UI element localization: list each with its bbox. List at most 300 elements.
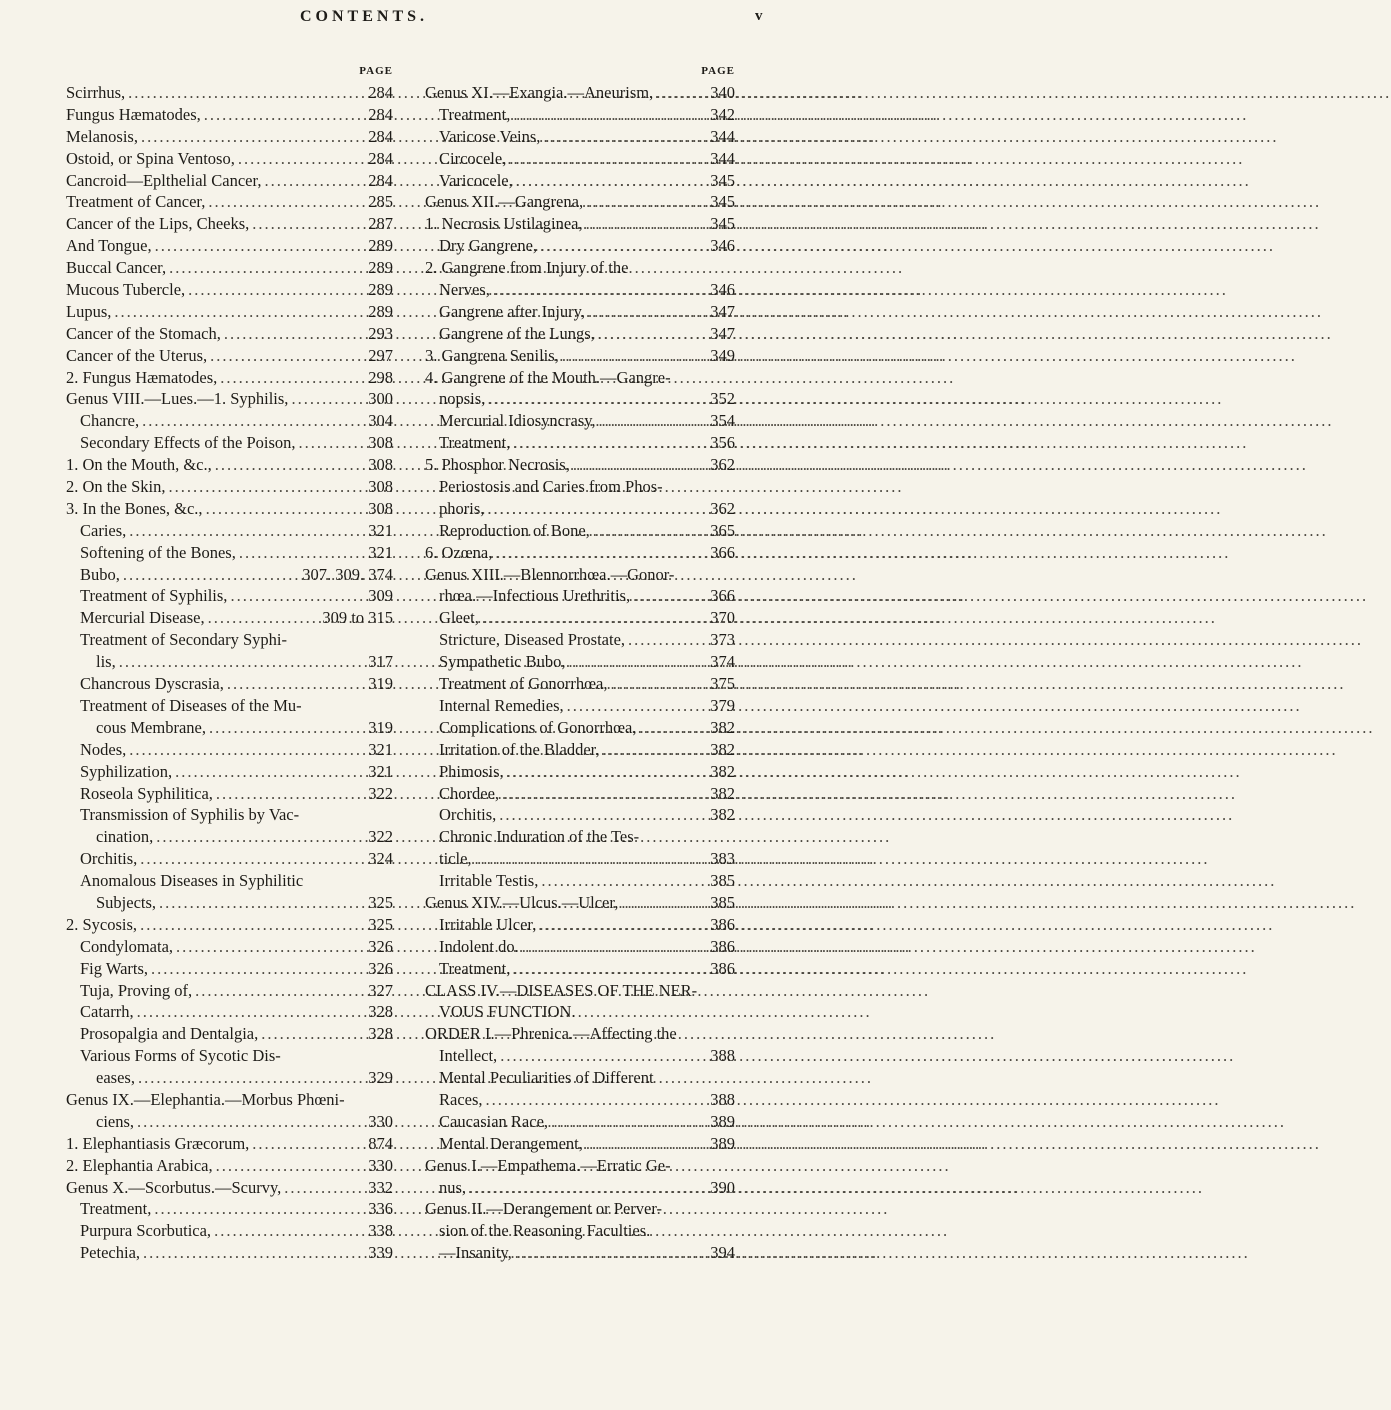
toc-entry-page: 298 [368, 367, 393, 387]
toc-entry [425, 651, 735, 673]
dot-leader [493, 279, 707, 301]
dot-leader [640, 717, 708, 739]
toc-entry-title: Syphilization, [80, 761, 173, 781]
toc-entry-title: Chordee, [439, 783, 500, 803]
dot-leader [588, 301, 707, 323]
dot-leader [137, 1001, 366, 1023]
toc-entry-page: 304 [368, 411, 393, 431]
toc-entry [425, 914, 735, 936]
dot-leader [261, 1023, 365, 1045]
toc-entry [66, 958, 393, 980]
toc-entry-page: 344 [710, 126, 735, 146]
toc-entry-title: Nerves, [439, 280, 490, 300]
toc-entry-page: 327 [368, 980, 393, 1000]
toc-entry [66, 1198, 393, 1220]
toc-entry-page: 326 [368, 958, 393, 978]
toc-entry-page: 365 [710, 520, 735, 540]
toc-entry-title: 1. Elephantiasis Græcorum, [66, 1133, 250, 1153]
dot-leader [239, 542, 365, 564]
dot-leader [252, 213, 365, 235]
toc-entry-title: Phimosis, [439, 761, 504, 781]
toc-entry [425, 323, 735, 345]
toc-entry [425, 388, 735, 410]
dot-leader [603, 739, 708, 761]
toc-entry-title: nopsis, [439, 389, 486, 409]
toc-entry [66, 695, 393, 717]
dot-leader [598, 323, 707, 345]
dot-leader [628, 629, 707, 651]
toc-entry [66, 564, 393, 586]
dot-leader [284, 1177, 365, 1199]
toc-column-left [66, 64, 393, 1264]
toc-entry-title: 2. On the Skin, [66, 477, 166, 497]
dot-leader [216, 783, 365, 805]
toc-entry [66, 673, 393, 695]
toc-entry [66, 761, 393, 783]
toc-entry-title: Genus I.—Empathema.—Erratic Ge- [425, 1155, 671, 1175]
toc-entry-title: cous Membrane, [96, 717, 206, 737]
dot-leader [593, 520, 707, 542]
toc-entry [66, 148, 393, 170]
toc-entry-page: 362 [710, 498, 735, 518]
dot-leader [141, 126, 365, 148]
toc-entry-title: Chronic Induration of the Tes- [439, 827, 640, 847]
dot-leader [488, 388, 707, 410]
toc-entry-page: 308 [368, 455, 393, 475]
toc-entry-title: Treatment of Secondary Syphi- [80, 630, 287, 650]
toc-entry [66, 345, 393, 367]
toc-entry-page: 346 [710, 236, 735, 256]
toc-entry-page: 297 [368, 345, 393, 365]
toc-entry-title: Races, [439, 1089, 483, 1109]
toc-entry [66, 826, 393, 848]
toc-entry [425, 104, 735, 126]
toc-entry [66, 651, 393, 673]
toc-entry-title: Sympathetic Bubo, [439, 652, 566, 672]
toc-entry [66, 848, 393, 870]
toc-entry [66, 739, 393, 761]
toc-entry [66, 410, 393, 432]
dot-leader [633, 585, 707, 607]
toc-entry-title: Stricture, Diseased Prostate, [439, 630, 626, 650]
toc-entry [425, 454, 735, 476]
toc-entry-title: lis, [96, 652, 116, 672]
toc-entry-page: 356 [710, 433, 735, 453]
toc-entry-title: Chancrous Dyscrasia, [80, 674, 224, 694]
toc-entry-page: 342 [710, 104, 735, 124]
toc-entry-page: 382 [710, 739, 735, 759]
page-numeral: v [755, 8, 763, 24]
toc-entry-title: Nodes, [80, 739, 127, 759]
toc-entry-title: Internal Remedies, [439, 695, 564, 715]
toc-entry [425, 607, 735, 629]
toc-entry [66, 804, 393, 826]
toc-entry [66, 388, 393, 410]
toc-entry [66, 301, 393, 323]
toc-entry [66, 126, 393, 148]
toc-entry-title: Irritable Ulcer, [439, 914, 537, 934]
toc-entry [66, 367, 393, 389]
toc-entry [425, 761, 735, 783]
toc-entry-page: 347 [710, 301, 735, 321]
toc-entry-title: Various Forms of Sycotic Dis- [80, 1046, 281, 1066]
dot-leader [208, 607, 320, 629]
toc-entry [66, 585, 393, 607]
toc-entry [66, 542, 393, 564]
toc-entry-title: 3. Gangrena Senilis, [425, 345, 559, 365]
toc-entry-page: 308 [368, 498, 393, 518]
toc-entry [425, 1067, 735, 1089]
toc-entry-page: 289 [368, 236, 393, 256]
toc-entry [425, 301, 735, 323]
dot-leader [138, 1067, 365, 1089]
toc-entry-page: 352 [710, 389, 735, 409]
toc-entry [425, 257, 735, 279]
toc-entry [66, 257, 393, 279]
toc-entry-title: eases, [96, 1068, 135, 1088]
dot-leader [175, 761, 365, 783]
toc-entry-title: Treatment, [439, 433, 511, 453]
toc-entry [425, 848, 735, 870]
toc-entry-title: Gangrene of the Lungs, [439, 323, 595, 343]
toc-entry-page: 289 [368, 280, 393, 300]
dot-leader [227, 673, 365, 695]
toc-entry [66, 1133, 393, 1155]
toc-entry-title: Treatment of Diseases of the Mu- [80, 695, 302, 715]
toc-entry-page: 345 [710, 214, 735, 234]
toc-entry-title: 6. Ozœna, [425, 542, 493, 562]
toc-entry [425, 1133, 735, 1155]
toc-entry-title: Genus VIII.—Lues.—1. Syphilis, [66, 389, 289, 409]
toc-entry-page: 321 [368, 542, 393, 562]
dot-leader [599, 410, 708, 432]
toc-entry [66, 1242, 393, 1264]
dot-leader [540, 235, 707, 257]
dot-leader [539, 914, 707, 936]
dot-leader [224, 323, 365, 345]
toc-entry [66, 498, 393, 520]
toc-entry [425, 279, 735, 301]
dot-leader [210, 345, 365, 367]
toc-entry [66, 323, 393, 345]
toc-entry-title: Caries, [80, 520, 127, 540]
dot-leader [159, 892, 365, 914]
toc-entry-title: Irritable Testis, [439, 871, 539, 891]
toc-entry [425, 542, 735, 564]
dot-leader [621, 892, 707, 914]
dot-leader [522, 936, 708, 958]
toc-entry-page: 284 [368, 148, 393, 168]
dot-leader [499, 804, 707, 826]
toc-entry-title: Treatment, [80, 1199, 152, 1219]
toc-entry-title: 2. Gangrene from Injury of the [425, 258, 629, 278]
dot-leader [238, 148, 365, 170]
toc-entry-page: 309 to 315 [322, 608, 393, 628]
toc-entry-title: 2. Elephantia Arabica, [66, 1155, 213, 1175]
toc-entry-page: 379 [710, 695, 735, 715]
toc-entry [425, 410, 735, 432]
running-title: CONTENTS. [300, 8, 429, 25]
dot-leader [541, 870, 707, 892]
toc-entry-page: 390 [710, 1177, 735, 1197]
toc-entry-page: 339 [368, 1243, 393, 1263]
toc-entry-page: 386 [710, 936, 735, 956]
toc-entry [425, 520, 735, 542]
toc-entry-title: Orchitis, [80, 849, 138, 869]
toc-entry-title: And Tongue, [66, 236, 152, 256]
toc-entry [66, 980, 393, 1002]
toc-entry-title: ORDER I.—Phrenica.—Affecting the [425, 1024, 677, 1044]
dot-leader [155, 235, 366, 257]
toc-entry [425, 564, 735, 586]
dot-leader [507, 761, 708, 783]
toc-entry-page: 345 [710, 170, 735, 190]
toc-entry-page: 385 [710, 892, 735, 912]
toc-entry-page: 386 [710, 958, 735, 978]
toc-entry-title: Catarrh, [80, 1002, 134, 1022]
toc-entry-page: 326 [368, 936, 393, 956]
dot-leader [119, 651, 366, 673]
toc-entry [66, 629, 393, 651]
toc-entry-page: 322 [368, 827, 393, 847]
toc-entry-page: 389 [710, 1111, 735, 1131]
toc-entry-page: 344 [710, 148, 735, 168]
dot-leader [154, 1198, 365, 1220]
toc-entry-title: ciens, [96, 1111, 135, 1131]
toc-entry-page: 289 [368, 301, 393, 321]
toc-entry [66, 1045, 393, 1067]
toc-entry [425, 1177, 735, 1199]
toc-entry-page: 340 [710, 83, 735, 102]
dot-leader [482, 607, 707, 629]
toc-entry [425, 739, 735, 761]
toc-entry-page: 346 [710, 280, 735, 300]
toc-entry-page: 325 [368, 914, 393, 934]
toc-entry [66, 476, 393, 498]
toc-entry-title: Lupus, [66, 301, 112, 321]
toc-entry-title: Treatment of Syphilis, [80, 586, 228, 606]
toc-entry [66, 914, 393, 936]
dot-leader [573, 454, 707, 476]
toc-entry-title: Treatment, [439, 104, 511, 124]
dot-leader [204, 104, 365, 126]
toc-entry-title: Genus XIII.—Blennorrhœa.—Gonor- [425, 564, 675, 584]
toc-entry [425, 191, 735, 213]
toc-entry [66, 191, 393, 213]
toc-entry [66, 1001, 393, 1023]
toc-entry [425, 213, 735, 235]
toc-entry [66, 170, 393, 192]
toc-entry [425, 892, 735, 914]
toc-entry-title: Treatment of Gonorrhœa, [439, 674, 608, 694]
toc-entry [425, 476, 735, 498]
toc-entry-title: 3. In the Bones, &c., [66, 498, 203, 518]
toc-entry [425, 1198, 735, 1220]
toc-entry-title: Genus XII.—Gangrena, [425, 192, 584, 212]
toc-entry-title: CLASS IV.—DISEASES OF THE NER- [425, 980, 698, 1000]
toc-entry [66, 1023, 393, 1045]
dot-leader [140, 914, 365, 936]
toc-entry [425, 1023, 735, 1045]
dot-leader [567, 695, 708, 717]
toc-entry-title: Buccal Cancer, [66, 258, 167, 278]
toc-entry [425, 783, 735, 805]
toc-entry-title: Caucasian Race, [439, 1111, 549, 1131]
toc-entry [425, 345, 735, 367]
toc-entry-title: Periostosis and Caries from Phos- [439, 477, 663, 497]
toc-entry [425, 498, 735, 520]
toc-entry-page: 374 [710, 652, 735, 672]
toc-entry [425, 148, 735, 170]
toc-entry-page: 309 [368, 586, 393, 606]
toc-entry-title: Reproduction of Bone, [439, 520, 590, 540]
toc-entry-page: 289 [368, 258, 393, 278]
toc-entry-page: 307. 309. 374 [302, 564, 393, 584]
toc-entry-title: Petechia, [80, 1243, 141, 1263]
dot-leader [114, 301, 365, 323]
toc-entry-page: 319 [368, 674, 393, 694]
toc-entry [425, 1220, 735, 1242]
toc-entry [425, 1155, 735, 1177]
toc-entry-title: Complications of Gonorrhœa, [439, 717, 637, 737]
toc-entry-page: 293 [368, 323, 393, 343]
toc-entry-page: 329 [368, 1068, 393, 1088]
toc-entry-title: Ostoid, or Spina Ventoso, [66, 148, 235, 168]
toc-entry-title: Chancre, [80, 411, 140, 431]
toc-entry [66, 279, 393, 301]
toc-entry [425, 367, 735, 389]
dot-leader [252, 1133, 365, 1155]
toc-entry [425, 1111, 735, 1133]
toc-entry [66, 235, 393, 257]
dot-leader [569, 651, 708, 673]
toc-entry-page: 382 [710, 717, 735, 737]
toc-entry-title: Subjects, [96, 892, 157, 912]
toc-entry [425, 717, 735, 739]
dot-leader [513, 432, 707, 454]
toc-entry-page: 383 [710, 849, 735, 869]
toc-entry-title: Mucous Tubercle, [66, 280, 186, 300]
toc-entry-title: VOUS FUNCTION. [439, 1002, 576, 1022]
toc-entry-page: 284 [368, 104, 393, 124]
toc-entry-title: Condylomata, [80, 936, 174, 956]
toc-entry-title: Varicose Veins, [439, 126, 541, 146]
toc-entry-title: 5. Phosphor Necrosis, [425, 455, 570, 475]
toc-entry-title: Indolent do. [439, 936, 519, 956]
dot-leader [562, 345, 707, 367]
dot-leader [543, 126, 707, 148]
toc-entry [425, 695, 735, 717]
toc-entry-page: 325 [368, 892, 393, 912]
toc-entry-title: Genus X.—Scorbutus.—Scurvy, [66, 1177, 282, 1197]
toc-entry [425, 958, 735, 980]
toc-entry-page: 284 [368, 126, 393, 146]
toc-entry-title: Genus II.—Derangement or Perver- [425, 1199, 662, 1219]
toc-entry-page: 321 [368, 761, 393, 781]
toc-entry-title: rhœa.—Infectious Urethritis, [439, 586, 631, 606]
toc-entry [66, 213, 393, 235]
toc-entry-page: 386 [710, 914, 735, 934]
toc-entry [425, 1001, 735, 1023]
dot-leader [209, 717, 365, 739]
toc-entry-page: 362 [710, 455, 735, 475]
toc-entry-title: Cancer of the Uterus, [66, 345, 208, 365]
dot-leader [188, 279, 365, 301]
toc-entry-title: ticle, [439, 849, 472, 869]
dot-leader [586, 191, 707, 213]
toc-entry-title: Genus XIV.—Ulcus.—Ulcer, [425, 892, 619, 912]
page-column-label: PAGE [701, 65, 735, 77]
dot-leader [220, 367, 365, 389]
toc-entry [425, 126, 735, 148]
toc-entry-page: 347 [710, 323, 735, 343]
toc-entry [425, 1242, 735, 1264]
toc-entry-page: 394 [710, 1243, 735, 1263]
dot-leader [656, 82, 707, 104]
toc-entry-page: 349 [710, 345, 735, 365]
dot-leader [551, 1111, 707, 1133]
toc-entry-page: 321 [368, 520, 393, 540]
dot-leader [143, 1242, 365, 1264]
toc-entry-title: Mercurial Idiosyncrasy, [439, 411, 596, 431]
dot-leader [486, 1089, 708, 1111]
toc-entry-title: Melanosis, [66, 126, 138, 146]
toc-entry-title: Bubo, [80, 564, 120, 584]
toc-entry [425, 585, 735, 607]
toc-entry-page: 382 [710, 783, 735, 803]
dot-leader [516, 170, 708, 192]
toc-entry [425, 673, 735, 695]
toc-entry [425, 936, 735, 958]
toc-entry-title: Circocele, [439, 148, 507, 168]
toc-entry-page: 285 [368, 192, 393, 212]
toc-entry-title: Mental Peculiarities of Different [439, 1068, 654, 1088]
toc-entry [66, 520, 393, 542]
toc-entry-page: 322 [368, 783, 393, 803]
toc-entry-page: 375 [710, 674, 735, 694]
dot-leader [230, 585, 365, 607]
dot-leader [586, 1133, 707, 1155]
toc-entry-title: Tuja, Proving of, [80, 980, 193, 1000]
dot-leader [291, 388, 365, 410]
toc-entry [66, 1089, 393, 1111]
dot-leader [129, 520, 365, 542]
toc-entry-page: 284 [368, 170, 393, 190]
toc-entry-page: 388 [710, 1046, 735, 1066]
dot-leader [216, 1155, 366, 1177]
toc-entry-title: 2. Fungus Hæmatodes, [66, 367, 218, 387]
dot-leader [487, 498, 707, 520]
toc-entry [66, 1067, 393, 1089]
toc-entry-title: Fig Warts, [80, 958, 149, 978]
toc-entry [425, 826, 735, 848]
toc-entry-title: Anomalous Diseases in Syphilitic [80, 871, 304, 891]
toc-entry [66, 104, 393, 126]
toc-entry-page: 321 [368, 739, 393, 759]
toc-entry-page: 328 [368, 1002, 393, 1022]
dot-leader [208, 191, 365, 213]
dot-leader [206, 498, 366, 520]
toc-entry-page: 287 [368, 214, 393, 234]
toc-entry-title: Gangrene after Injury, [439, 301, 585, 321]
toc-entry-page: 317 [368, 652, 393, 672]
toc-entry-page: 354 [710, 411, 735, 431]
page-column-label: PAGE [359, 65, 393, 77]
toc-entry-title: Gleet, [439, 608, 479, 628]
dot-leader [142, 410, 365, 432]
toc-entry [66, 1155, 393, 1177]
dot-leader [137, 1111, 365, 1133]
